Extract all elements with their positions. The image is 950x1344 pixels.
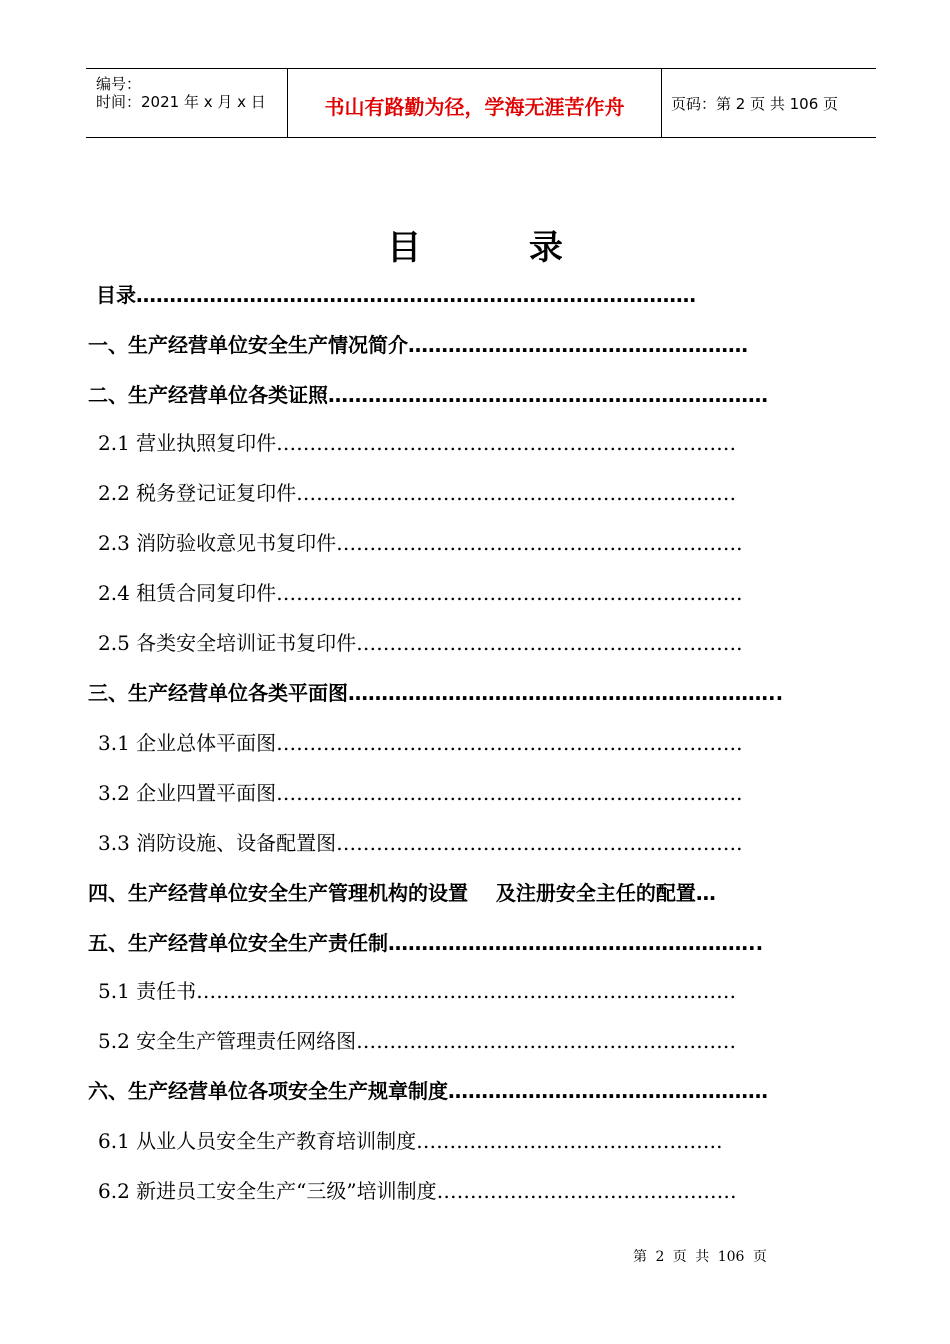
toc-entry-leader-dots: ………………………………………………………………………… bbox=[136, 283, 696, 307]
toc-entry-leader-dots: ……………………………………… bbox=[416, 1129, 717, 1153]
toc-entry-tail: . bbox=[736, 531, 743, 555]
toc-entry[interactable] bbox=[88, 382, 768, 408]
toc-entry-title: 5.1 责任书 bbox=[98, 979, 197, 1003]
toc-entry[interactable] bbox=[88, 880, 716, 906]
toc-entry-leader-dots: …………………………………………… bbox=[408, 333, 748, 357]
page-footer: 第 2 页 共 106 页 bbox=[633, 1249, 767, 1265]
toc-entry-leader-dots: ……………………………………… bbox=[436, 1179, 737, 1203]
toc-entry-leader-dots: ………………………………………… bbox=[448, 1079, 768, 1103]
toc-entry-tail: .. bbox=[748, 931, 764, 955]
header-page-info: 页码：第 2 页 共 106 页 bbox=[671, 95, 839, 113]
toc-entry-tail: . bbox=[736, 581, 743, 605]
header-meta-cell bbox=[86, 69, 287, 137]
toc-entry[interactable] bbox=[88, 680, 783, 706]
toc-entry-title: 一、生产经营单位安全生产情况简介 bbox=[88, 333, 408, 357]
toc-entry-title: 2.1 营业执照复印件 bbox=[98, 431, 277, 455]
toc-entry-tail: . bbox=[736, 781, 743, 805]
toc-entry-leader-dots: …………………………………………………………… bbox=[276, 731, 737, 755]
toc-entry-title: 三、生产经营单位各类平面图 bbox=[88, 681, 348, 705]
toc-entry-leader-dots: …………………………………………………………… bbox=[276, 431, 737, 455]
toc-entry-title: 5.2 安全生产管理责任网络图 bbox=[98, 1029, 357, 1053]
toc-entry[interactable] bbox=[88, 930, 763, 956]
toc-entry-title: 2.5 各类安全培训证书复印件 bbox=[98, 631, 357, 655]
toc-entry[interactable] bbox=[98, 430, 736, 456]
toc-entry-title: 3.1 企业总体平面图 bbox=[98, 731, 277, 755]
toc-entry-leader-dots: …………………………………………………………… bbox=[276, 581, 737, 605]
toc-entry-leader-dots: ……………………………………………………………………… bbox=[196, 979, 737, 1003]
document-time-label: 时间：2021 年 x 月 x 日 bbox=[96, 93, 266, 111]
toc-entry-leader-dots: ………………………………………………………… bbox=[296, 481, 737, 505]
toc-entry-leader-dots: …………………………………………………… bbox=[336, 831, 737, 855]
toc-entry[interactable] bbox=[98, 480, 736, 506]
toc-entry-tail: . bbox=[736, 831, 743, 855]
toc-entry-leader-dots: ……………………………………………… bbox=[388, 931, 748, 955]
toc-entry-title: 3.3 消防设施、设备配置图 bbox=[98, 831, 337, 855]
toc-entry-leader-dots: ………………………………………………… bbox=[356, 631, 737, 655]
toc-entry[interactable] bbox=[98, 730, 743, 756]
toc-entry-leader-dots: ………………………………………………… bbox=[356, 1029, 737, 1053]
toc-entry[interactable] bbox=[88, 332, 748, 358]
toc-entry-title: 五、生产经营单位安全生产责任制 bbox=[88, 931, 388, 955]
toc-entry[interactable] bbox=[98, 530, 743, 556]
toc-entry-tail: .. bbox=[768, 681, 784, 705]
toc-entry-title: 二、生产经营单位各类证照 bbox=[88, 383, 328, 407]
toc-entry[interactable] bbox=[96, 282, 696, 308]
toc-entry-title: 2.3 消防验收意见书复印件 bbox=[98, 531, 337, 555]
toc-entry[interactable] bbox=[98, 580, 743, 606]
toc-entry-title: 2.2 税务登记证复印件 bbox=[98, 481, 297, 505]
toc-entry-leader-dots: …………………………………………………………… bbox=[276, 781, 737, 805]
toc-entry-title: 3.2 企业四置平面图 bbox=[98, 781, 277, 805]
document-number-label: 编号： bbox=[96, 75, 142, 93]
toc-entry[interactable] bbox=[88, 1078, 768, 1104]
toc-entry-leader-dots: ……………………………………………………… bbox=[348, 681, 768, 705]
toc-entry-leader-dots: …………………………………………………… bbox=[336, 531, 737, 555]
toc-entry-title: 6.2 新进员工安全生产“三级”培训制度 bbox=[98, 1179, 437, 1203]
toc-entry[interactable] bbox=[98, 1178, 737, 1204]
toc-entry[interactable] bbox=[98, 1128, 723, 1154]
toc-entry-title: 6.1 从业人员安全生产教育培训制度 bbox=[98, 1129, 417, 1153]
toc-entry-leader-dots: ………………………………………………………… bbox=[328, 383, 768, 407]
header-motto-cell bbox=[287, 69, 662, 137]
toc-entry[interactable] bbox=[98, 780, 743, 806]
page-title: 目 录 bbox=[387, 228, 611, 268]
toc-entry-title: 四、生产经营单位安全生产管理机构的设置 及注册安全主任的配置… bbox=[88, 881, 716, 905]
toc-entry-tail: . bbox=[716, 1129, 723, 1153]
toc-entry[interactable] bbox=[98, 630, 743, 656]
header-motto: 书山有路勤为径，学海无涯苦作舟 bbox=[324, 95, 625, 119]
toc-entry-tail: . bbox=[736, 631, 743, 655]
toc-entry[interactable] bbox=[98, 978, 736, 1004]
toc-entry-title: 2.4 租赁合同复印件 bbox=[98, 581, 277, 605]
toc-entry-title: 六、生产经营单位各项安全生产规章制度 bbox=[88, 1079, 448, 1103]
toc-entry[interactable] bbox=[98, 830, 743, 856]
header-page-cell bbox=[661, 69, 876, 137]
toc-entry-title: 目录 bbox=[96, 283, 136, 307]
toc-entry[interactable] bbox=[98, 1028, 736, 1054]
page-header bbox=[86, 68, 876, 138]
toc-entry-tail: . bbox=[736, 731, 743, 755]
